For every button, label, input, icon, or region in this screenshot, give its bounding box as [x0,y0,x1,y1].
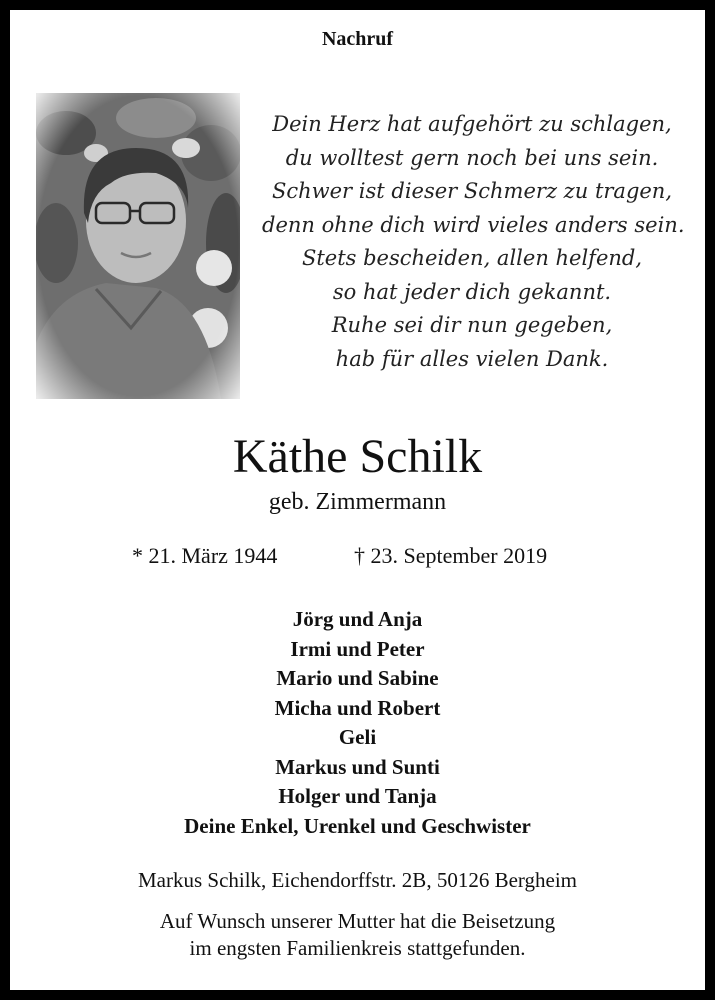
burial-note [0,908,715,962]
contact-address: Markus Schilk, Eichendorffstr. 2B, 50126 Bergheim [137,868,577,892]
mourner-entry: Mario und Sabine [276,666,439,690]
poem-line: Stets bescheiden, allen helfend, [301,246,643,270]
deceased-name: Käthe Schilk [232,430,483,483]
mourner-entry: Deine Enkel, Urenkel und Geschwister [184,813,531,838]
poem-line: hab für alles vielen Dank. [335,346,609,371]
poem-line: Ruhe sei dir nun gegeben, [331,313,613,337]
mourner-entry: Markus und Sunti [275,754,440,779]
poem-line: Schwer ist dieser Schmerz zu tragen, [271,179,673,203]
mourner-entry: Geli [338,725,377,749]
burial-note-line: im engsten Familienkreis stattgefunden. [189,936,526,960]
page-title: Nachruf [321,28,394,50]
poem-line: Dein Herz hat aufgehört zu schlagen, [272,112,672,136]
poem-line: so hat jeder dich gekannt. [332,279,612,304]
mourners-list [0,605,715,841]
mourner-entry: Jörg und Anja [292,607,423,631]
poem [262,108,685,376]
mourner-entry: Irmi und Peter [290,636,425,661]
poem-line: du wolltest gern noch bei uns sein. [285,145,659,170]
burial-note-line: Auf Wunsch unserer Mutter hat die Beisetzung [159,909,556,933]
life-dates [0,543,715,573]
birth-date: * 21. März 1944 [132,543,278,568]
portrait-photo [36,93,240,399]
mourner-entry: Holger und Tanja [278,784,437,808]
mourner-entry: Micha und Robert [274,695,441,720]
maiden-name: geb. Zimmermann [268,489,447,515]
death-date: † 23. September 2019 [354,543,548,568]
portrait-image [36,93,240,399]
poem-line: denn ohne dich wird vieles anders sein. [262,212,685,237]
